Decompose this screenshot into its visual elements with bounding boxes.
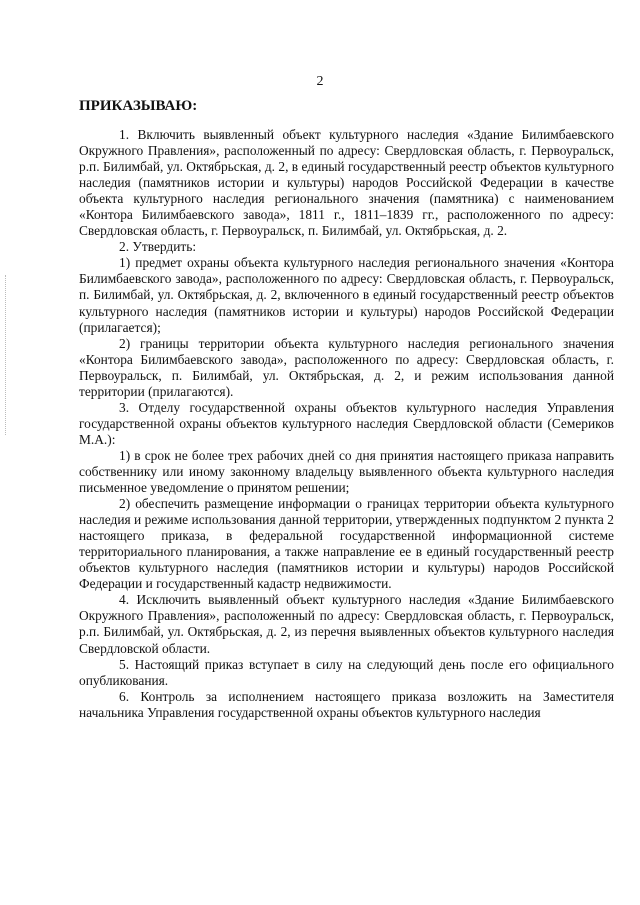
paragraph-item-2-1: 1) предмет охраны объекта культурного наследия регионального значения «Контора Билимбаевского завода», расположенного по адресу: Свердловская область, г. Первоуральск, п. Билимбай, ул. Октябрьская, д. 2, включенного в единый государственный реестр объектов культурного наследия (памятников истории и культуры) народов Российской Федерации (прилагается); bbox=[79, 255, 614, 335]
order-heading: ПРИКАЗЫВАЮ: bbox=[79, 98, 198, 114]
document-body bbox=[79, 127, 614, 721]
paragraph-item-2: 2. Утвердить: bbox=[119, 239, 197, 255]
paragraph-item-6: 6. Контроль за исполнением настоящего приказа возложить на Заместителя начальника Управления государственной охраны объектов культурного наследия bbox=[79, 688, 614, 720]
scan-edge-marks bbox=[5, 275, 8, 435]
paragraph-item-3-1: 1) в срок не более трех рабочих дней со дня принятия настоящего приказа направить собственнику или иному законному владельцу выявленного объекта культурного наследия письменное уведомление о принятом решении; bbox=[79, 447, 614, 496]
paragraph-item-1: 1. Включить выявленный объект культурного наследия «Здание Билимбаевского Окружного Правления», расположенный по адресу: Свердловская область, г. Первоуральск, р.п. Билимбай, ул. Октябрьская, д. 2, в единый государственный реестр объектов культурного наследия (памятников истории и культуры) народов Российской Федерации в качестве объекта культурного наследия регионального значения (памятника) с наименованием «Контора Билимбаевского завода», 1811 г., 1811–1839 гг., расположенного по адресу: Свердловская область, г. Первоуральск, п. Билимбай, ул. Октябрьская, д. 2. bbox=[79, 127, 614, 239]
paragraph-item-3: 3. Отделу государственной охраны объектов культурного наследия Управления государственной охраны объектов культурного наследия Свердловской области (Семериков М.А.): bbox=[79, 399, 614, 447]
paragraph-item-3-2: 2) обеспечить размещение информации о границах территории объекта культурного наследия и режиме использования данной территории, утвержденных подпунктом 2 пункта 2 настоящего приказа, в федеральной государственной информационной системе территориального планирования, а также направление ее в единый государственный реестр объектов культурного наследия (памятников истории и культуры) народов Российской Федерации и государственный кадастр недвижимости. bbox=[79, 496, 614, 592]
paragraph-item-4: 4. Исключить выявленный объект культурного наследия «Здание Билимбаевского Окружного Правления», расположенный по адресу: Свердловская область, г. Первоуральск, р.п. Билимбай, ул. Октябрьская, д. 2, из перечня выявленных объектов культурного наследия Свердловской области. bbox=[79, 592, 614, 656]
paragraph-item-5: 5. Настоящий приказ вступает в силу на следующий день после его официального опубликования. bbox=[79, 656, 614, 688]
paragraph-item-2-2: 2) границы территории объекта культурного наследия регионального значения «Контора Билимбаевского завода», расположенного по адресу: Свердловская область, г. Первоуральск, п. Билимбай, ул. Октябрьская, д. 2, и режим использования данной территории (прилагаются). bbox=[79, 335, 614, 399]
page-number: 2 bbox=[316, 74, 324, 89]
